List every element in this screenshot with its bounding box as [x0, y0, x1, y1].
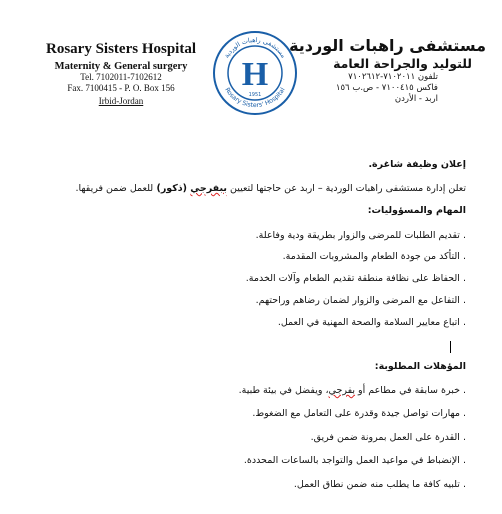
duty-item: . تقديم الطلبات للمرضى والزوار بطريقة ودية وفاعلة. — [26, 229, 466, 242]
announcement-intro — [26, 182, 466, 195]
qualification-text-end: ، ويفضل في بيئة طبية. — [238, 385, 329, 396]
intro-text-end: للعمل ضمن فريقها. — [75, 183, 154, 194]
hospital-specialty-arabic: للتوليد والجراحة العامة — [333, 56, 472, 71]
qualification-job-word: بفرجي — [328, 385, 356, 396]
hospital-name-english: Rosary Sisters Hospital — [46, 41, 196, 57]
duty-item: . اتباع معايير السلامة والصحة المهنية في العمل. — [26, 316, 466, 329]
hospital-fax-arabic: فاكس ٧١٠٠٤١٥ - ص.ب ١٥٦ — [335, 83, 438, 93]
hospital-telephone: Tel. 7102011-7102612 — [80, 72, 162, 82]
hospital-name-arabic: مستشفى راهبات الوردية — [289, 36, 486, 55]
logo-ring-text-english: Rosary Sisters' Hospital — [223, 86, 287, 110]
hospital-fax-pobox: Fax. 7100415 - P. O. Box 156 — [67, 83, 175, 93]
duty-item: . التأكد من جودة الطعام والمشروبات المقدمة. — [26, 250, 466, 263]
hospital-city-arabic: اربد - الأردن — [394, 94, 438, 104]
logo-year: 1951 — [248, 92, 262, 98]
hospital-logo — [212, 30, 298, 116]
logo-ring-text-arabic: مستشفى راهبات الوردية — [222, 35, 288, 60]
text-cursor — [450, 341, 451, 353]
duty-item: . الحفاظ على نظافة منطقة تقديم الطعام وآلات الخدمة. — [26, 272, 466, 285]
hospital-city-english: Irbid-Jordan — [98, 96, 144, 106]
qualifications-heading: المؤهلات المطلوبة: — [374, 361, 466, 372]
duties-heading: المهام والمسؤوليات: — [367, 205, 466, 216]
hospital-phone-arabic: تلفون ٧١٠٢٠١١-٧١٠٢٦١٢ — [348, 72, 438, 82]
logo-letter: H — [241, 56, 269, 93]
qualification-item — [26, 384, 466, 397]
intro-text-start: تعلن إدارة مستشفى راهبات الوردية – اربد عن حاجتها لتعيين — [226, 183, 466, 194]
qualification-item: . مهارات تواصل جيدة وقدرة على التعامل مع الضغوط. — [26, 407, 466, 420]
qualification-item: . الإنضباط في مواعيد العمل والتواجد بالساعات المحددة. — [26, 454, 466, 467]
gender-requirement-text: (ذكور) — [153, 183, 191, 194]
announcement-title: إعلان وظيفة شاغرة. — [368, 159, 466, 170]
letterhead-english — [36, 40, 206, 106]
letterhead-arabic — [289, 36, 486, 105]
qualification-item: . تلبيه كافة ما يطلب منه ضمن نطاق العمل. — [26, 478, 466, 491]
job-title-text: ببفرجي — [190, 183, 227, 194]
qualification-text-start: خبرة سابقة في مطاعم أو — [355, 385, 460, 396]
hospital-specialty-english: Maternity & General surgery — [54, 61, 188, 72]
duty-item: . التفاعل مع المرضى والزوار لضمان رضاهم وراحتهم. — [26, 294, 466, 307]
qualification-item: . القدرة على العمل بمرونة ضمن فريق. — [26, 431, 466, 444]
